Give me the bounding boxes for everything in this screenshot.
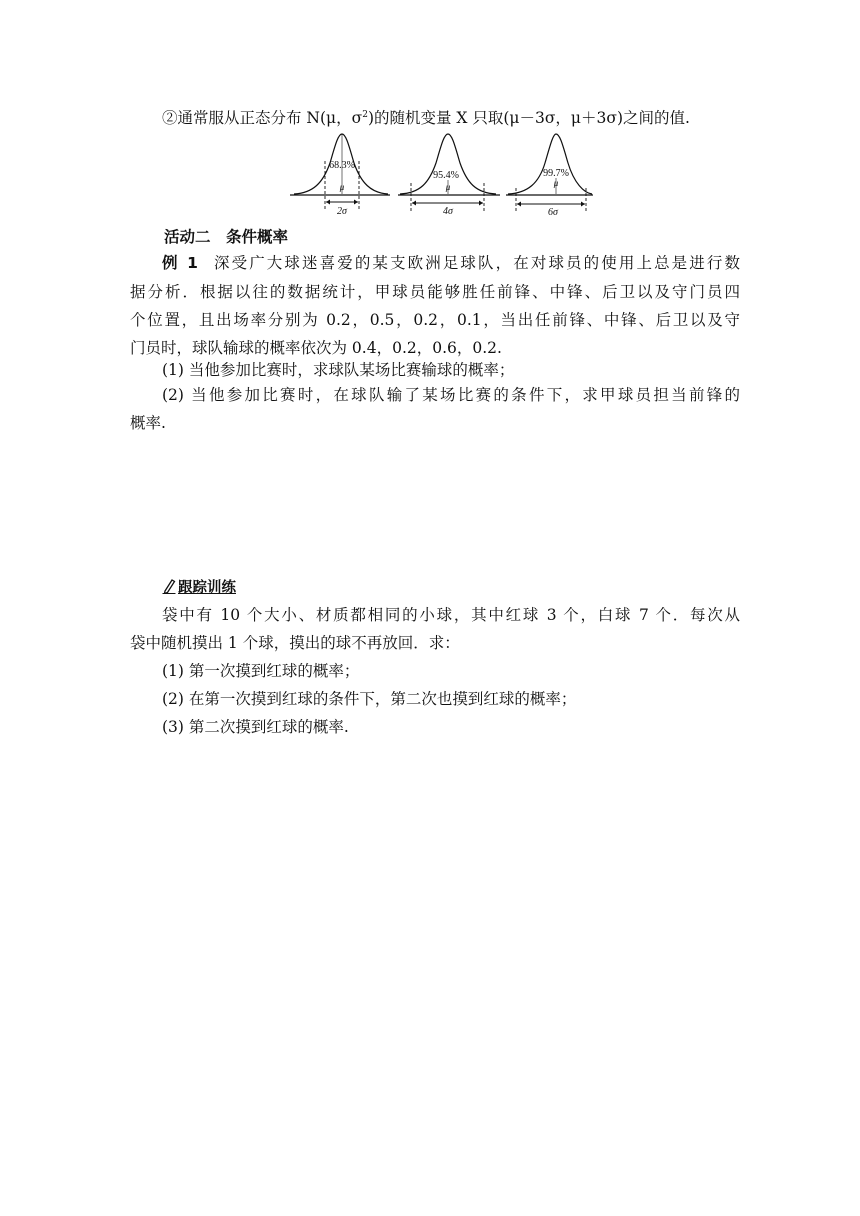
practice-question-1: (1) 第一次摸到红球的概率；	[162, 662, 360, 680]
question-2-continued: 概率.	[130, 414, 166, 432]
example-line-2: 据分析．根据以往的数据统计，甲球员能够胜任前锋、中锋、后卫以及守门员四	[130, 283, 740, 301]
normal-curve-2	[398, 134, 500, 217]
question-2: (2) 当他参加比赛时，在球队输了某场比赛的条件下，求甲球员担当前锋的	[162, 386, 740, 404]
practice-question-3: (3) 第二次摸到红球的概率.	[162, 718, 349, 736]
curve-3-width-label: 6σ	[548, 207, 558, 218]
normal-distribution-note	[162, 107, 740, 129]
curve-1-mu: μ	[339, 182, 345, 192]
example-line-3: 个位置，且出场率分别为 0.2，0.5，0.2，0.1，当出任前锋、中锋、后卫以及守	[130, 311, 740, 329]
normal-curve-1	[290, 134, 390, 217]
practice-line-1: 袋中有 10 个大小、材质都相同的小球，其中红球 3 个，白球 7 个．每次从	[162, 606, 740, 624]
practice-question-2: (2) 在第一次摸到红球的条件下，第二次也摸到红球的概率；	[162, 690, 577, 708]
example-line-4: 门员时，球队输球的概率依次为 0.4，0.2，0.6，0.2.	[130, 339, 502, 357]
curve-3-percent: 99.7%	[543, 168, 569, 179]
question-1: (1) 当他参加比赛时，求球队某场比赛输球的概率；	[162, 361, 515, 379]
curve-3-mu: μ	[553, 178, 559, 188]
curve-2-percent: 95.4%	[433, 170, 459, 181]
normal-curve-3	[506, 134, 593, 218]
note-text-start: ②通常服从正态分布 N(μ，σ	[162, 109, 363, 127]
practice-title	[162, 577, 772, 599]
note-text-end: )的随机变量 X 只取(μ－3σ，μ＋3σ)之间的值.	[367, 109, 690, 127]
example-label: 例 1	[162, 254, 198, 272]
activity-title: 活动二 条件概率	[164, 228, 289, 246]
practice-title-text: 跟踪训练	[178, 580, 236, 596]
note-superscript: 2	[362, 109, 368, 120]
normal-curves-figure	[288, 128, 598, 218]
curve-1-width-label: 2σ	[337, 206, 347, 217]
pen-icon	[162, 578, 176, 594]
example-text-1: 深受广大球迷喜爱的某支欧洲足球队，在对球员的使用上总是进行数	[211, 254, 740, 272]
curve-2-width-label: 4σ	[443, 206, 453, 217]
practice-line-2: 袋中随机摸出 1 个球，摸出的球不再放回．求：	[130, 634, 460, 652]
curve-2-mu: μ	[445, 182, 451, 192]
curve-1-percent: 68.3%	[329, 160, 355, 171]
example-line-1	[162, 252, 740, 274]
